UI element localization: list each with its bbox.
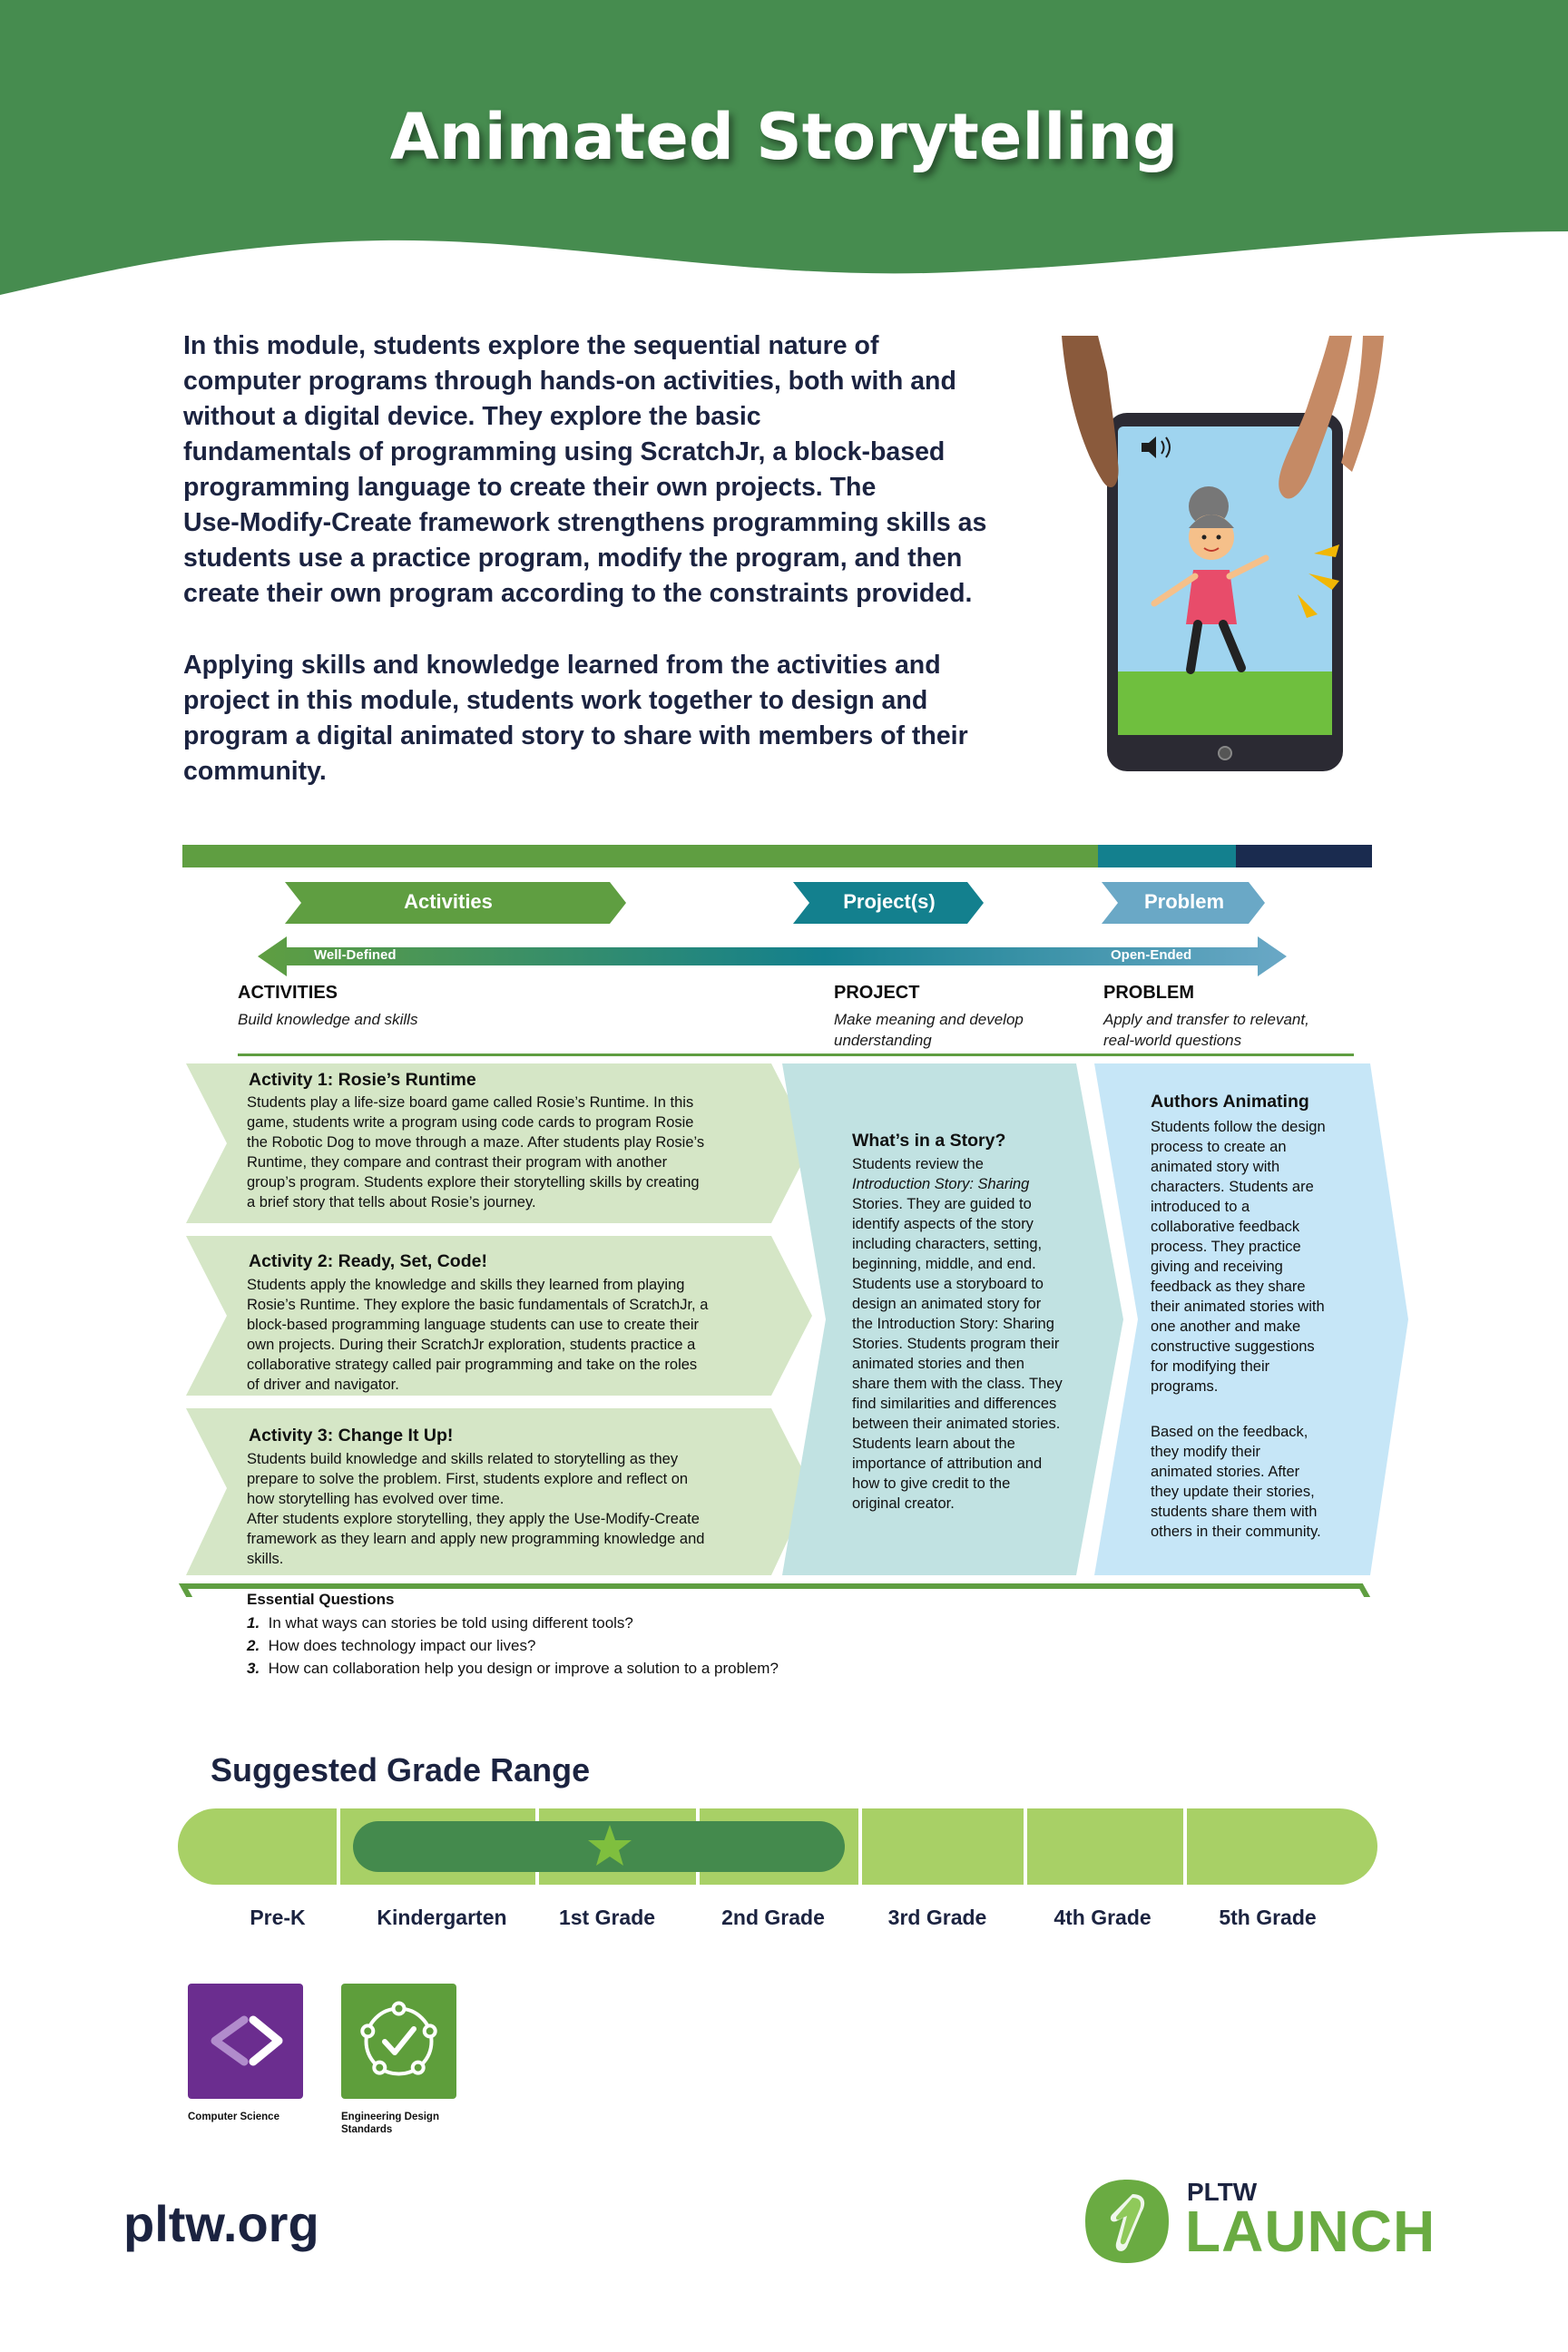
progression-bar-project: [1098, 845, 1236, 867]
activity-1-description: Students play a life-size board game called Rosie’s Runtime. In this game, students write a program using code cards to program Rosie the Robotic Dog to move through a maze. After students play Rosie’s Runtime, they compare and contrast their program with another group’s program. Students explore their storytelling skills by creating a brief story that tells about Rosie’s journey.: [247, 1094, 705, 1210]
grade-label-2nd: 2nd Grade: [721, 1906, 825, 1929]
grade-label-5th: 5th Grade: [1219, 1906, 1317, 1929]
activity-3-title: Activity 3: Change It Up!: [249, 1426, 454, 1446]
logo-pltw-text: PLTW: [1187, 2178, 1258, 2206]
project-title: What’s in a Story?: [852, 1131, 1006, 1151]
project-description: Students review the Introduction Story: Sharing Stories. They are guided to identify aspects of the story including characters, setting, beginning, middle, and end. Students use a storyboard to design an animated story for the Introduction Story: Sharing Stories. Students program their animated stories and then share them with the class. They find similarities and differences between their animated stories. Students learn about the importance of attribution and how to give credit to the original creator.: [852, 1156, 1063, 1512]
activities-phase-label: Activities: [404, 890, 493, 913]
pltw-url-link[interactable]: pltw.org: [123, 2195, 319, 2252]
essential-question-3: 3. How can collaboration help you design or improve a solution to a problem?: [247, 1660, 779, 1677]
projects-phase-label: Project(s): [843, 890, 936, 913]
problem-description-2: Based on the feedback, they modify their animated stories. After they update their stories, students share them with others in their community.: [1151, 1424, 1321, 1540]
launch-logo-icon: [1082, 2176, 1172, 2267]
page-title: Animated Storytelling: [389, 100, 1179, 174]
progression-bar-activities: [182, 845, 1098, 867]
intro-paragraph-2: Applying skills and knowledge learned from the activities and project in this module, students work together to design and program a digital animated story to share with members of their community.: [183, 651, 968, 786]
activity-2-description: Students apply the knowledge and skills they learned from playing Rosie’s Runtime. They explore the basic fundamentals of ScratchJr, a block-based programming language students can use to create their own projects. During their ScratchJr exploration, students practice a collaborative strategy called pair programming and take on the roles of driver and navigator.: [247, 1277, 709, 1393]
grade-label-4th: 4th Grade: [1054, 1906, 1152, 1929]
activity-1-title: Activity 1: Rosie’s Runtime: [249, 1070, 476, 1090]
problem-title: Authors Animating: [1151, 1092, 1309, 1112]
logo-launch-text: LAUNCH: [1185, 2199, 1436, 2264]
problem-category-title: PROBLEM: [1103, 983, 1194, 1003]
activities-category-title: ACTIVITIES: [238, 983, 338, 1003]
activity-3-description: Students build knowledge and skills related to storytelling as they prepare to solve the problem. First, students explore and reflect on how storytelling has evolved over time. After students explore storytelling, they apply the Use-Modify-Create framework as they learn and apply new programming knowledge and skills.: [247, 1451, 705, 1567]
grade-label-3rd: 3rd Grade: [887, 1906, 987, 1929]
project-category-title: PROJECT: [834, 983, 920, 1003]
problem-category-subtitle: Apply and transfer to relevant, real-world questions: [1103, 1011, 1309, 1049]
essential-question-2: 2. How does technology impact our lives?: [247, 1637, 536, 1654]
project-category-subtitle: Make meaning and develop understanding: [834, 1011, 1024, 1049]
grade-label-kindergarten: Kindergarten: [377, 1906, 507, 1929]
activity-2-title: Activity 2: Ready, Set, Code!: [249, 1251, 487, 1271]
grade-range-title: Suggested Grade Range: [211, 1751, 591, 1788]
open-ended-label: Open-Ended: [1111, 947, 1192, 963]
progression-bar-problem: [1236, 845, 1372, 867]
tablet-illustration: [1053, 336, 1397, 780]
grade-label-prek: Pre-K: [250, 1906, 306, 1929]
essential-question-1: 1. In what ways can stories be told using different tools?: [247, 1614, 633, 1632]
intro-paragraph-1: In this module, students explore the sequential nature of computer programs through hands-on activities, both with and without a digital device. They explore the basic fundamentals of programming using ScratchJr, a block-based programming language to create their own projects. The Use-Modify-Create framework strengthens programming skills as students use a practice program, modify the program, and then create their own program according to the constraints provided.: [183, 331, 987, 608]
design-cycle-check-icon: [341, 1984, 456, 2099]
computer-science-label: Computer Science: [188, 2112, 279, 2122]
problem-phase-label: Problem: [1143, 890, 1225, 913]
essential-questions-title: Essential Questions: [247, 1591, 395, 1608]
grade-range-bar: [0, 1801, 1568, 1892]
engineering-design-label: Engineering Design Standards: [341, 2112, 439, 2135]
code-brackets-icon: [188, 1984, 303, 2099]
activities-category-subtitle: Build knowledge and skills: [238, 1011, 418, 1028]
well-defined-label: Well-Defined: [314, 947, 397, 963]
problem-description: Students follow the design process to create an animated story with characters. Students are introduced to a collaborative feedback process. They practice giving and receiving feedback as they share their animated stories with one another and make constructive suggestions for modifying their programs.: [1151, 1119, 1326, 1395]
phase-arrows: [0, 871, 1568, 989]
grade-label-1st: 1st Grade: [558, 1906, 656, 1929]
